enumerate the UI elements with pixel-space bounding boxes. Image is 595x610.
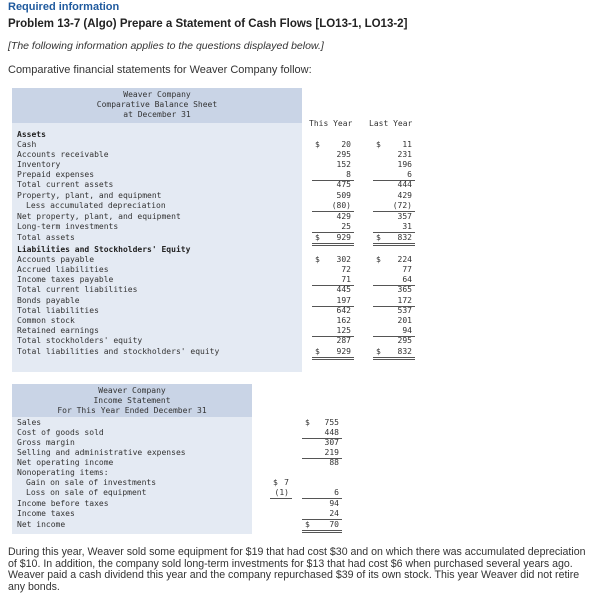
table-row (12, 150, 420, 160)
this-year-value (312, 150, 354, 160)
balance-sheet-header (12, 88, 302, 123)
table-row (12, 499, 342, 509)
table-row (12, 255, 420, 265)
this-year-value (312, 212, 354, 222)
total-column-value (302, 418, 342, 428)
row-label: Assets (17, 130, 46, 139)
table-row (12, 488, 342, 498)
row-label: Property, plant, and equipment (17, 191, 162, 200)
last-year-value (373, 140, 415, 150)
row-label: Income taxes (17, 509, 75, 518)
cell-value: 162 (336, 316, 351, 325)
row-label: Common stock (17, 316, 75, 325)
this-year-value (312, 285, 354, 295)
currency-symbol: $ (305, 418, 310, 427)
table-row (12, 326, 420, 336)
last-year-value (373, 336, 415, 346)
this-year-value (312, 255, 354, 265)
row-label: Total current liabilities (17, 285, 138, 294)
income-statement-table (12, 384, 342, 534)
row-label: Total assets (17, 233, 75, 242)
last-year-value (373, 306, 415, 316)
table-row (12, 347, 420, 357)
row-label: Total current assets (17, 180, 114, 189)
cell-value: 6 (407, 170, 412, 179)
cell-value: 295 (336, 150, 351, 159)
total-column-value (302, 520, 342, 533)
cell-value: (72) (392, 201, 412, 210)
cell-value: 94 (402, 326, 412, 335)
row-label: Net operating income (17, 458, 114, 467)
cell-value: 429 (397, 191, 412, 200)
subtotal-column-value (270, 488, 292, 499)
row-label: Cost of goods sold (17, 428, 104, 437)
cell-value: 172 (397, 296, 412, 305)
this-year-value (312, 191, 354, 201)
table-row (12, 478, 342, 488)
row-label: Nonoperating items: (17, 468, 109, 477)
table-row (12, 265, 420, 275)
this-year-value (312, 140, 354, 150)
row-label: Gross margin (17, 438, 75, 447)
this-year-value (312, 160, 354, 170)
cell-value: 357 (397, 212, 412, 221)
last-year-value (373, 265, 415, 275)
currency-symbol: $ (315, 140, 320, 149)
row-label: Bonds payable (17, 296, 80, 305)
table-row (12, 222, 420, 232)
income-statement-period: For This Year Ended December 31 (57, 406, 207, 415)
cell-value: 88 (329, 458, 339, 467)
table-row (12, 285, 420, 295)
cell-value: 755 (324, 418, 339, 427)
last-year-value (373, 255, 415, 265)
cell-value: 201 (397, 316, 412, 325)
cell-value: 94 (329, 499, 339, 508)
last-year-value (373, 222, 415, 233)
this-year-value (312, 336, 354, 346)
this-year-value (312, 306, 354, 316)
currency-symbol: $ (376, 233, 381, 242)
required-information-heading: Required information (8, 1, 120, 13)
table-row (12, 520, 342, 530)
table-row (12, 130, 420, 140)
column-this-year: This Year (309, 119, 353, 128)
table-row (12, 201, 420, 211)
cell-value: 642 (336, 306, 351, 315)
cell-value: 929 (336, 233, 351, 242)
cell-value: 70 (329, 520, 339, 529)
currency-symbol: $ (376, 140, 381, 149)
cell-value: 219 (324, 448, 339, 457)
cell-value: 365 (397, 285, 412, 294)
table-row (12, 275, 420, 285)
row-label: Sales (17, 418, 42, 427)
cell-value: 8 (346, 170, 351, 179)
last-year-value (373, 285, 415, 295)
total-column-value (302, 488, 342, 499)
table-row (12, 170, 420, 180)
this-year-value (312, 347, 354, 360)
cell-value: 475 (336, 180, 351, 189)
row-label: Selling and administrative expenses (17, 448, 186, 457)
instruction-text: [The following information applies to the questions displayed below.] (8, 40, 324, 52)
table-row (12, 180, 420, 190)
balance-sheet-column-headers (302, 88, 420, 134)
table-row (12, 245, 420, 255)
cell-value: 7 (284, 478, 289, 487)
cell-value: 71 (341, 275, 351, 284)
last-year-value (373, 201, 415, 212)
row-label: Inventory (17, 160, 61, 169)
row-label: Total liabilities and stockholders' equity (17, 347, 220, 356)
last-year-value (373, 180, 415, 190)
table-row (12, 316, 420, 326)
subtotal-column-value (270, 478, 292, 488)
last-year-value (373, 212, 415, 222)
cell-value: 64 (402, 275, 412, 284)
row-label: Long-term investments (17, 222, 119, 231)
cell-value: 302 (336, 255, 351, 264)
currency-symbol: $ (315, 347, 320, 356)
intro-text: Comparative financial statements for Weaver Company follow: (8, 64, 312, 76)
table-row (12, 438, 342, 448)
row-label: Total stockholders' equity (17, 336, 143, 345)
problem-title: Problem 13-7 (Algo) Prepare a Statement of Cash Flows [LO13-1, LO13-2] (8, 18, 408, 30)
column-last-year: Last Year (369, 119, 413, 128)
this-year-value (312, 222, 354, 233)
row-label: Gain on sale of investments (26, 478, 157, 487)
row-label: Accounts receivable (17, 150, 109, 159)
currency-symbol: $ (315, 255, 320, 264)
cell-value: 125 (336, 326, 351, 335)
income-statement-header (12, 384, 252, 417)
cell-value: 25 (341, 222, 351, 231)
cell-value: 307 (324, 438, 339, 447)
table-row (12, 509, 342, 519)
cell-value: 444 (397, 180, 412, 189)
table-row (12, 418, 342, 428)
currency-symbol: $ (273, 478, 278, 487)
table-row (12, 468, 342, 478)
additional-information-note: During this year, Weaver sold some equipment for $19 that had cost $30 and on which there was accumulated depreciation of $10. In addition, the company sold long-term investments for $13 that had cost $6 when purchased several years ago. Weaver paid a cash dividend this year and the company repurchased $39 of its own stock. This year Weaver did not retire any bonds. (8, 546, 586, 593)
currency-symbol: $ (315, 233, 320, 242)
last-year-value (373, 347, 415, 360)
cell-value: 832 (397, 347, 412, 356)
cell-value: (80) (331, 201, 351, 210)
cell-value: 929 (336, 347, 351, 356)
row-label: Net income (17, 520, 66, 529)
balance-sheet-company: Weaver Company (123, 90, 191, 99)
table-row (12, 296, 420, 306)
row-label: Total liabilities (17, 306, 99, 315)
row-label: Income before taxes (17, 499, 109, 508)
cell-value: 537 (397, 306, 412, 315)
row-label: Retained earnings (17, 326, 99, 335)
cell-value: 20 (341, 140, 351, 149)
last-year-value (373, 191, 415, 201)
total-column-value (302, 438, 342, 448)
this-year-value (312, 265, 354, 275)
table-row (12, 191, 420, 201)
row-label: Net property, plant, and equipment (17, 212, 181, 221)
row-label: Accounts payable (17, 255, 95, 264)
cell-value: 72 (341, 265, 351, 274)
balance-sheet-title: Comparative Balance Sheet (96, 100, 218, 109)
cell-value: 31 (402, 222, 412, 231)
currency-symbol: $ (305, 520, 310, 529)
table-row (12, 306, 420, 316)
cell-value: 231 (397, 150, 412, 159)
table-row (12, 140, 420, 150)
cell-value: 509 (336, 191, 351, 200)
cell-value: 295 (397, 336, 412, 345)
table-row (12, 428, 342, 438)
table-row (12, 212, 420, 222)
row-label: Income taxes payable (17, 275, 114, 284)
last-year-value (373, 150, 415, 160)
cell-value: 448 (324, 428, 339, 437)
cell-value: 287 (336, 336, 351, 345)
cell-value: 429 (336, 212, 351, 221)
balance-sheet-table (12, 88, 420, 372)
total-column-value (302, 499, 342, 509)
this-year-value (312, 201, 354, 212)
table-row (12, 160, 420, 170)
cell-value: 24 (329, 509, 339, 518)
currency-symbol: $ (376, 255, 381, 264)
cell-value: 197 (336, 296, 351, 305)
table-row (12, 448, 342, 458)
cell-value: 445 (336, 285, 351, 294)
cell-value: 152 (336, 160, 351, 169)
cell-value: 224 (397, 255, 412, 264)
cell-value: (1) (274, 488, 289, 497)
row-label: Accrued liabilities (17, 265, 109, 274)
this-year-value (312, 180, 354, 190)
row-label: Less accumulated depreciation (26, 201, 166, 210)
currency-symbol: $ (376, 347, 381, 356)
cell-value: 196 (397, 160, 412, 169)
cell-value: 6 (334, 488, 339, 497)
table-row (12, 336, 420, 346)
cell-value: 832 (397, 233, 412, 242)
this-year-value (312, 316, 354, 326)
balance-sheet-date: at December 31 (123, 110, 191, 119)
row-label: Prepaid expenses (17, 170, 95, 179)
income-statement-title: Income Statement (93, 396, 171, 405)
table-row (12, 233, 420, 243)
table-row (12, 458, 342, 468)
last-year-value (373, 160, 415, 170)
cell-value: 11 (402, 140, 412, 149)
row-label: Liabilities and Stockholders' Equity (17, 245, 191, 254)
cell-value: 77 (402, 265, 412, 274)
last-year-value (373, 316, 415, 326)
total-column-value (302, 458, 342, 468)
row-label: Cash (17, 140, 37, 149)
row-label: Loss on sale of equipment (26, 488, 147, 497)
total-column-value (302, 509, 342, 520)
income-statement-company: Weaver Company (98, 386, 166, 395)
